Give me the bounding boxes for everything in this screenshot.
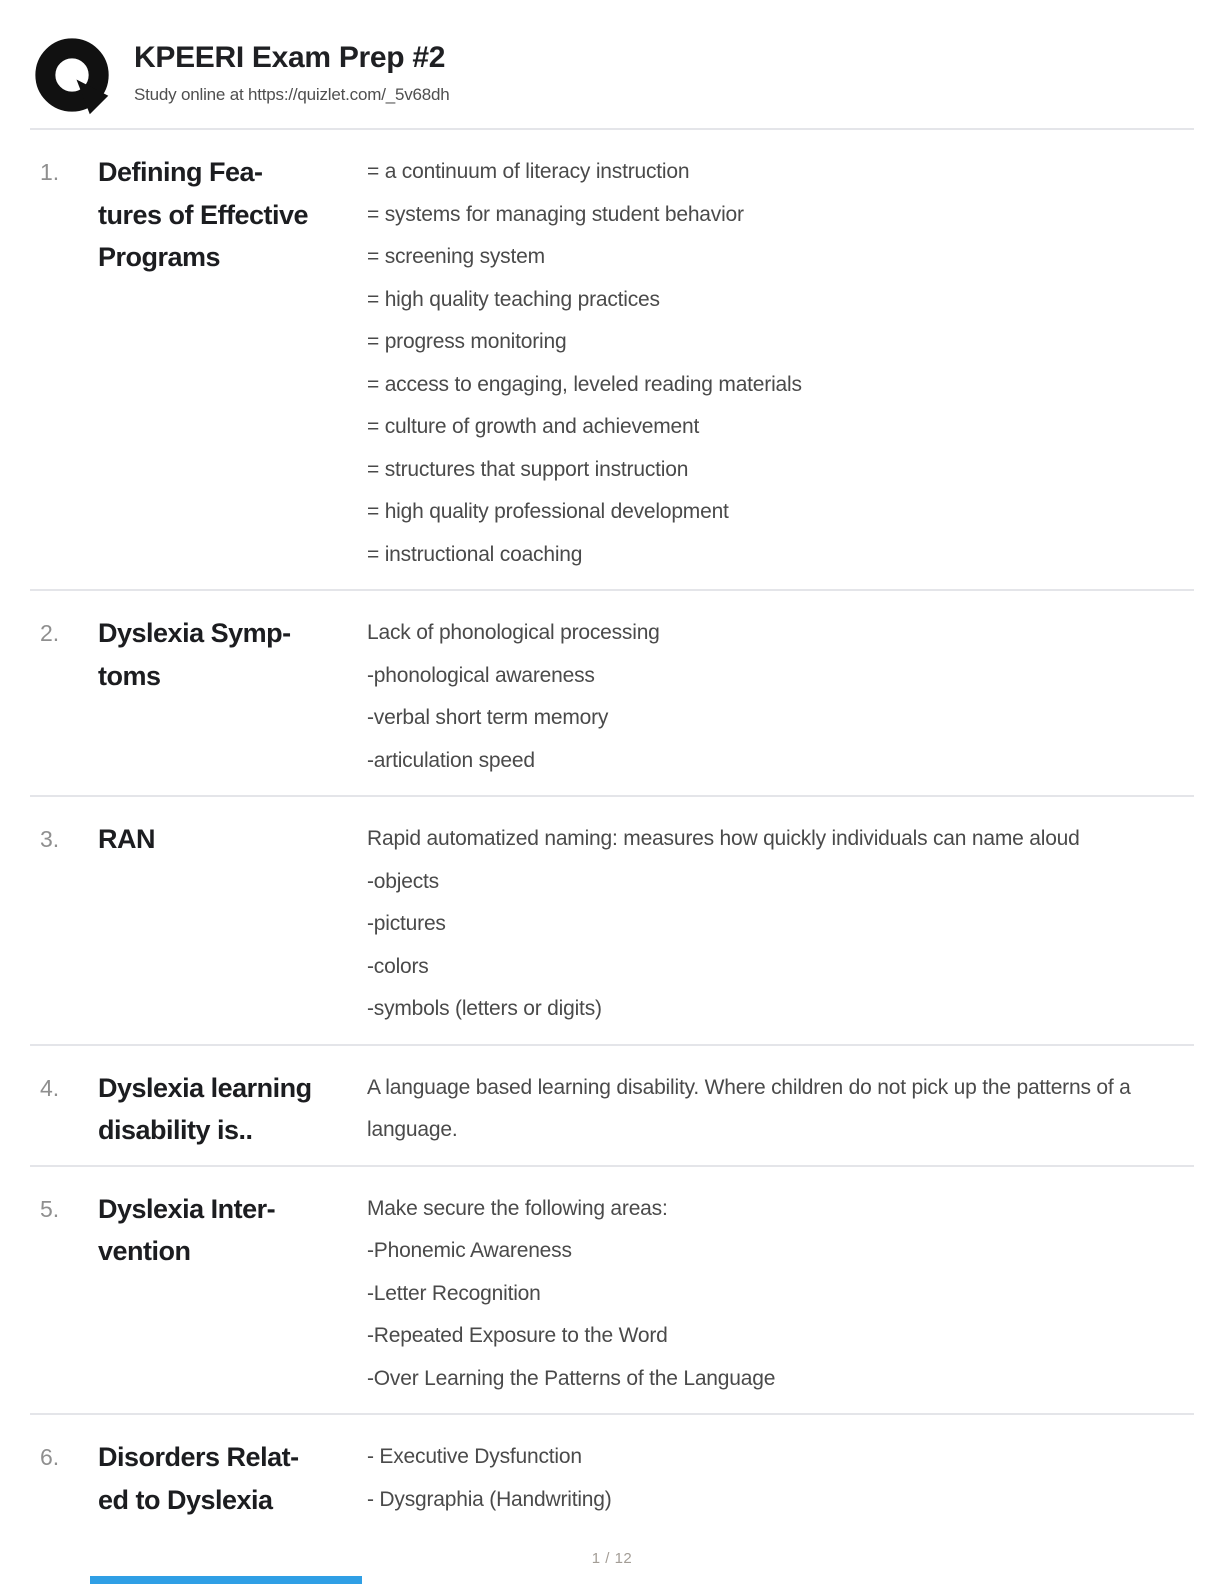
- card-term: [98, 1436, 350, 1521]
- study-online-url: Study online at https://quizlet.com/_5v68dh: [134, 85, 450, 104]
- page-title: KPEERI Exam Prep #2: [134, 41, 446, 74]
- card-row: [30, 130, 1194, 591]
- card-row: [30, 591, 1194, 797]
- term-line: Defining Fea-: [98, 157, 263, 187]
- term-line: RAN: [98, 824, 155, 854]
- card-term: [98, 151, 350, 279]
- term-line: Dyslexia learning: [98, 1072, 312, 1103]
- definition-line: -phonological awareness: [367, 663, 595, 687]
- page-header: [0, 0, 1224, 115]
- term-line: Disorders Relat-: [98, 1442, 299, 1472]
- card-row: [30, 1167, 1194, 1416]
- definition-line: = high quality teaching practices: [367, 287, 660, 311]
- card-row: [30, 1415, 1194, 1534]
- definition-line: -verbal short term memory: [367, 706, 609, 729]
- definition-line: = progress monitoring: [367, 330, 567, 353]
- card-term: [98, 612, 350, 697]
- term-line: vention: [98, 1236, 191, 1266]
- term-line: Dyslexia Inter-: [98, 1193, 276, 1224]
- definition-line: -Phonemic Awareness: [367, 1239, 572, 1262]
- card-number: 3.: [40, 826, 60, 852]
- definition-line: -pictures: [367, 912, 446, 935]
- card-row: [30, 1046, 1194, 1167]
- definition-line: = high quality professional development: [367, 500, 729, 523]
- definition-line: = instructional coaching: [367, 542, 583, 566]
- card-number: 5.: [40, 1195, 60, 1222]
- definition-line: -symbols (letters or digits): [367, 997, 602, 1020]
- term-line: ed to Dyslexia: [98, 1484, 273, 1515]
- term-line: Dyslexia Symp-: [98, 618, 291, 648]
- card-row: [30, 797, 1194, 1046]
- term-line: disability is..: [98, 1115, 253, 1145]
- definition-line: Make secure the following areas:: [367, 1196, 668, 1220]
- definition-line: = systems for managing student behavior: [367, 202, 744, 226]
- definition-line: -articulation speed: [367, 748, 535, 772]
- bottom-blue-bar: [90, 1576, 362, 1584]
- definition-line: = structures that support instruction: [367, 457, 689, 481]
- definition-line: = a continuum of literacy instruction: [367, 160, 690, 183]
- definition-line: -Repeated Exposure to the Word: [367, 1324, 668, 1347]
- term-line: Programs: [98, 242, 221, 272]
- definition-line: = culture of growth and achievement: [367, 415, 700, 438]
- definition-line: A language based learning disability. Where children do not pick up the patterns of a language.: [367, 1075, 1131, 1141]
- definition-line: - Executive Dysfunction: [367, 1445, 582, 1468]
- definition-line: -Over Learning the Patterns of the Language: [367, 1366, 776, 1390]
- card-definition: [367, 1188, 1167, 1401]
- card-term: [98, 818, 350, 861]
- definition-line: = screening system: [367, 245, 545, 268]
- term-line: tures of Effective: [98, 199, 309, 230]
- card-number: 2.: [40, 620, 60, 646]
- card-number: 1.: [40, 159, 60, 185]
- definition-line: Lack of phonological processing: [367, 621, 660, 644]
- card-definition: [367, 612, 1167, 782]
- card-number: 4.: [40, 1074, 60, 1101]
- card-definition: [367, 151, 1167, 576]
- term-line: toms: [98, 660, 161, 691]
- definition-line: -objects: [367, 869, 439, 893]
- card-definition: [367, 1067, 1167, 1152]
- card-number: 6.: [40, 1444, 60, 1470]
- card-definition: [367, 1436, 1167, 1521]
- header-text: [134, 38, 450, 105]
- card-term: [98, 1067, 350, 1152]
- definition-line: -colors: [367, 954, 429, 978]
- definition-line: = access to engaging, leveled reading materials: [367, 372, 802, 396]
- page-indicator: 1 / 12: [591, 1550, 633, 1567]
- quizlet-q-logo-icon: [35, 38, 112, 115]
- card-definition: [367, 818, 1167, 1031]
- definition-line: - Dysgraphia (Handwriting): [367, 1487, 612, 1511]
- card-term: [98, 1188, 350, 1273]
- definition-line: -Letter Recognition: [367, 1281, 541, 1305]
- card-list: [30, 130, 1194, 1534]
- definition-line: Rapid automatized naming: measures how quickly individuals can name aloud: [367, 827, 1080, 850]
